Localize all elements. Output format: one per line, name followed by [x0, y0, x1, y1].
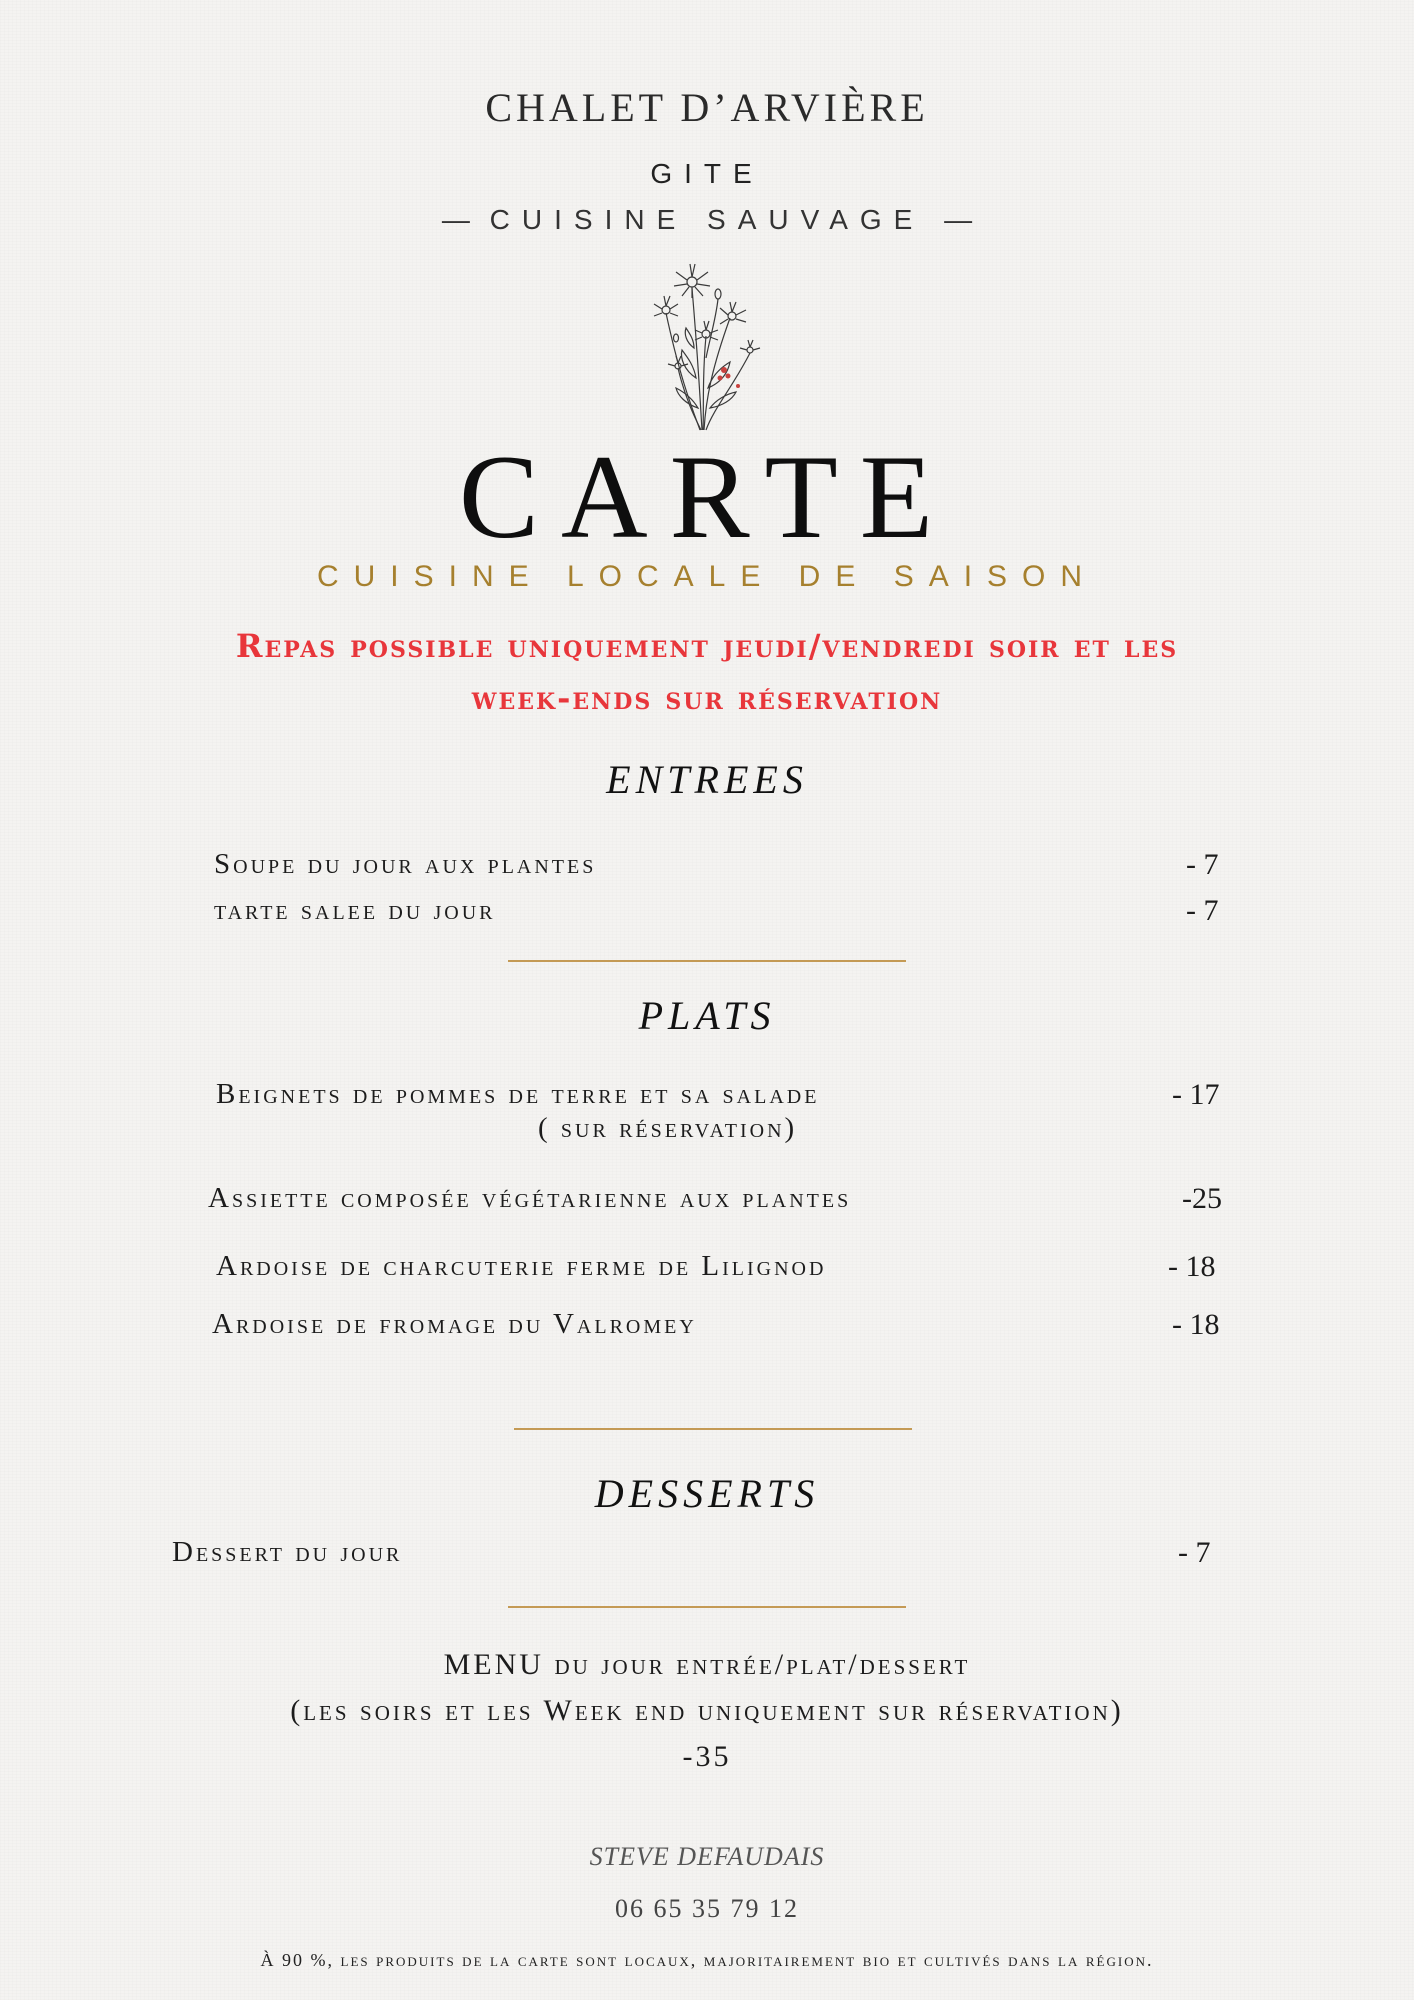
menu-item-price: - 7	[1178, 1536, 1211, 1569]
section-title-desserts: DESSERTS	[594, 1471, 820, 1516]
section-title-entrees: ENTREES	[606, 757, 808, 802]
menu-item-name: Soupe du jour aux plantes	[214, 848, 597, 880]
wildflower-bouquet-icon	[640, 258, 774, 438]
menu-item-note: ( sur réservation)	[538, 1112, 798, 1144]
title-subtitle: CUISINE LOCALE DE SAISON	[316, 560, 1098, 593]
divider	[508, 960, 906, 962]
contact-name: STEVE DEFAUDAIS	[589, 1842, 825, 1871]
footer-note: À 90 %, les produits de la carte sont locaux, majoritairement bio et cultivés dans la région.	[260, 1950, 1154, 1970]
menu-du-jour-condition: (les soirs et les Week end uniquement sur réservation)	[290, 1694, 1124, 1727]
menu-item-name: tarte salee du jour	[214, 894, 496, 926]
gite-label: GITE	[650, 158, 764, 189]
menu-item-name: Ardoise de charcuterie ferme de Lilignod	[216, 1250, 827, 1282]
reservation-notice	[0, 620, 1414, 724]
menu-item-price: - 7	[1186, 848, 1219, 881]
menu-item-name: Beignets de pommes de terre et sa salade	[216, 1078, 820, 1110]
dash-right: —	[944, 204, 973, 235]
dash-left: —	[441, 204, 470, 235]
menu-item-name: Assiette composée végétarienne aux plantes	[208, 1182, 852, 1214]
menu-du-jour-title: MENU du jour entrée/plat/dessert	[443, 1648, 971, 1681]
divider	[514, 1428, 912, 1430]
menu-item-price: - 18	[1168, 1250, 1216, 1283]
venue-name: CHALET D’ARVIÈRE	[485, 85, 929, 130]
section-title-plats: PLATS	[638, 993, 776, 1038]
contact-phone: 06 65 35 79 12	[615, 1894, 799, 1923]
divider	[508, 1606, 906, 1608]
menu-item-price: - 17	[1172, 1078, 1220, 1111]
menu-item-price: -25	[1182, 1182, 1222, 1215]
menu-item-price: - 7	[1186, 894, 1219, 927]
menu-item-price: - 18	[1172, 1308, 1220, 1341]
menu-du-jour-price: -35	[682, 1740, 732, 1773]
menu-item-name: Dessert du jour	[172, 1536, 403, 1568]
notice-line-2: week-ends sur réservation	[471, 679, 943, 717]
notice-line-1: Repas possible uniquement jeudi/vendredi soir et les	[235, 627, 1179, 665]
menu-item-name: Ardoise de fromage du Valromey	[212, 1308, 697, 1340]
cuisine-sauvage-text: CUISINE SAUVAGE	[489, 204, 925, 235]
cuisine-sauvage-label	[0, 204, 1414, 236]
page-title: CARTE	[458, 430, 956, 563]
